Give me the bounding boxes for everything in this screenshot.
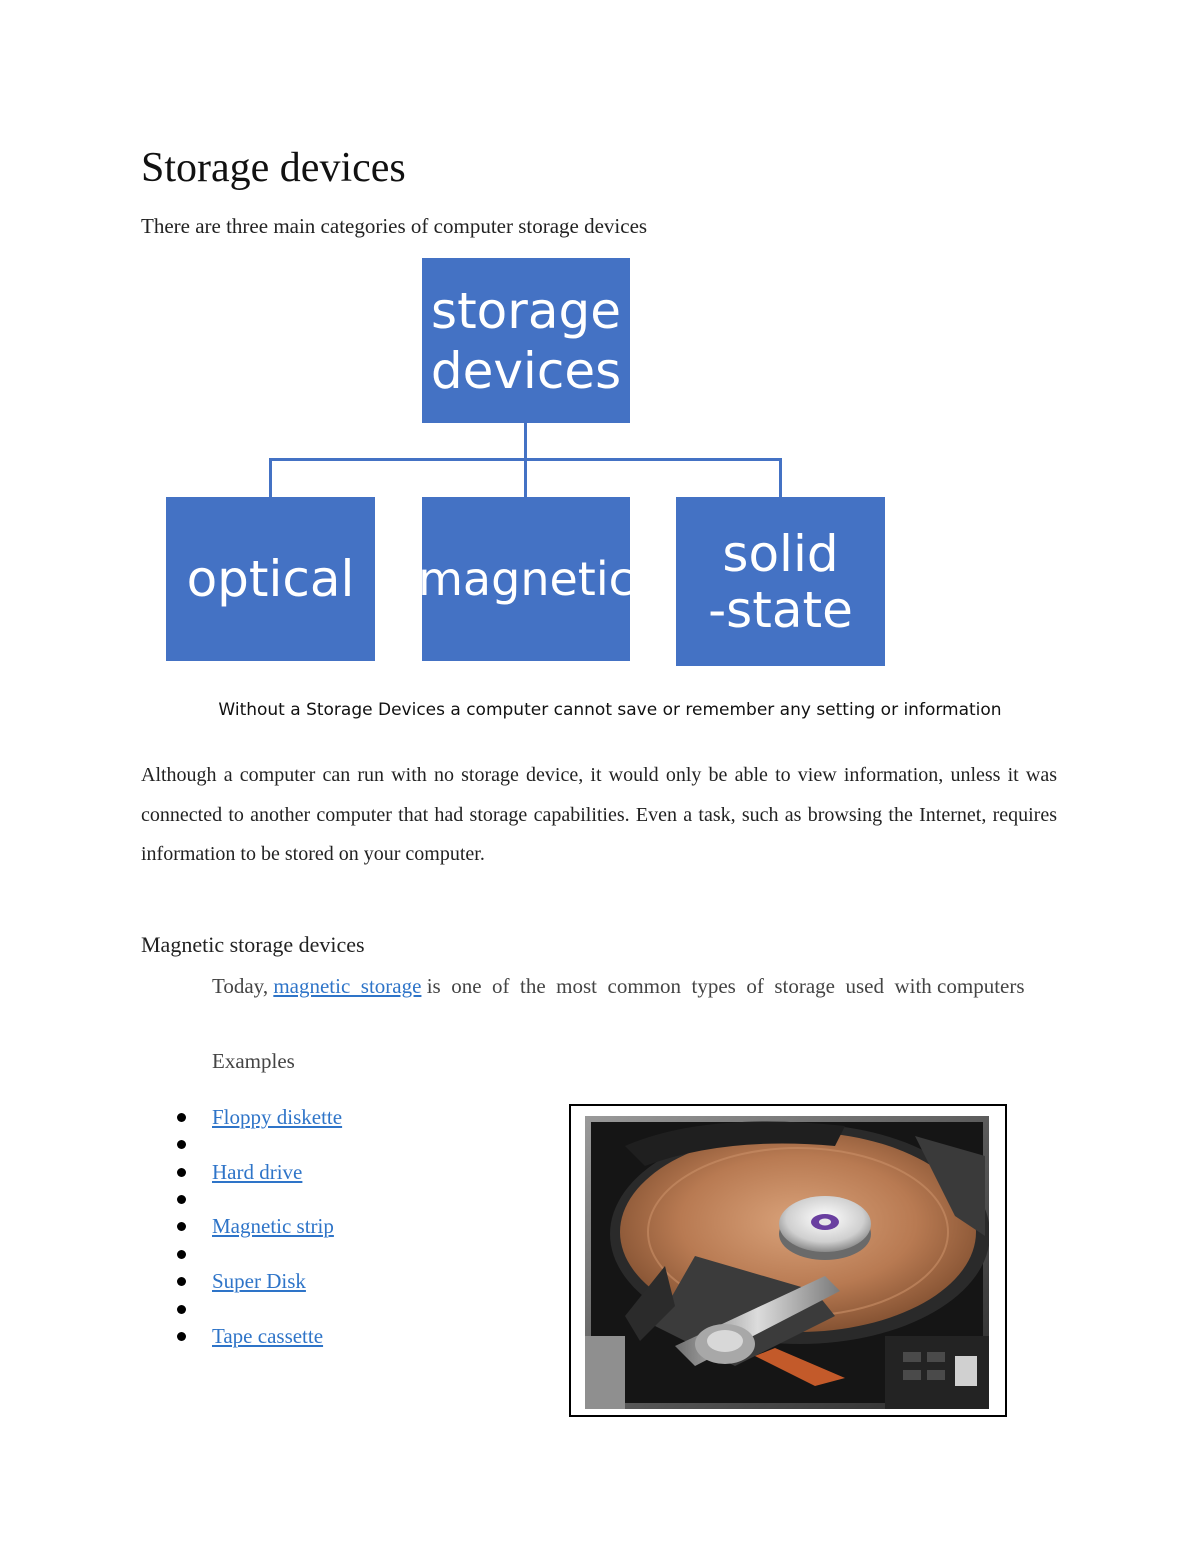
page-title: Storage devices	[141, 145, 406, 191]
org-root-line-1: storage	[431, 281, 621, 340]
magnetic-storage-link[interactable]: magnetic storage	[273, 974, 422, 998]
bullet-dot	[177, 1222, 186, 1231]
list-item	[0, 1103, 560, 1133]
connector-right-drop	[779, 458, 782, 497]
list-item	[0, 1240, 560, 1270]
list-item	[0, 1185, 560, 1215]
bullet-dot	[177, 1277, 186, 1286]
org-child-solid-state	[676, 497, 885, 666]
chart-caption: Without a Storage Devices a computer cannot save or remember any setting or information	[218, 700, 1002, 720]
today-suffix: is one of the most common types of storage used with computers	[421, 974, 1025, 998]
bullet-dot	[177, 1140, 186, 1149]
list-item	[0, 1267, 560, 1297]
list-item	[0, 1212, 560, 1242]
hard-drive-illustration	[585, 1116, 989, 1409]
examples-label: Examples	[212, 1049, 295, 1073]
bullet-dot	[177, 1305, 186, 1314]
example-link-tape-cassette[interactable]: Tape cassette	[212, 1324, 324, 1348]
org-child-solid-line-2: -state	[708, 580, 853, 639]
bullet-dot	[177, 1250, 186, 1259]
org-child-magnetic-label: magnetic	[418, 552, 634, 606]
example-link-floppy-diskette[interactable]: Floppy diskette	[212, 1105, 343, 1129]
body-paragraph: Although a computer can run with no storage device, it would only be able to view information, unless it was connected to another computer that had storage capabilities. Even a task, such as browsing the Internet, requires information to be stored on your computer.	[141, 764, 1057, 865]
example-link-hard-drive[interactable]: Hard drive	[212, 1160, 303, 1184]
org-child-solid-line-1: solid	[722, 524, 839, 583]
section-heading-magnetic: Magnetic storage devices	[141, 932, 365, 957]
example-link-magnetic-strip[interactable]: Magnetic strip	[212, 1214, 334, 1238]
bullet-dot	[177, 1195, 186, 1204]
org-root-line-2: devices	[430, 341, 622, 400]
org-child-optical-label: optical	[186, 550, 355, 608]
hard-drive-photo	[585, 1116, 989, 1409]
list-item	[0, 1322, 560, 1352]
hard-drive-image-frame	[569, 1104, 1007, 1417]
list-item	[0, 1295, 560, 1325]
today-prefix: Today,	[212, 974, 274, 998]
bullet-dot	[177, 1168, 186, 1177]
example-link-super-disk[interactable]: Super Disk	[212, 1269, 306, 1293]
list-item	[0, 1130, 560, 1160]
examples-list	[0, 0, 560, 1400]
intro-text: There are three main categories of computer storage devices	[141, 214, 648, 238]
bullet-dot	[177, 1332, 186, 1341]
list-item	[0, 1158, 560, 1188]
bullet-dot	[177, 1113, 186, 1122]
